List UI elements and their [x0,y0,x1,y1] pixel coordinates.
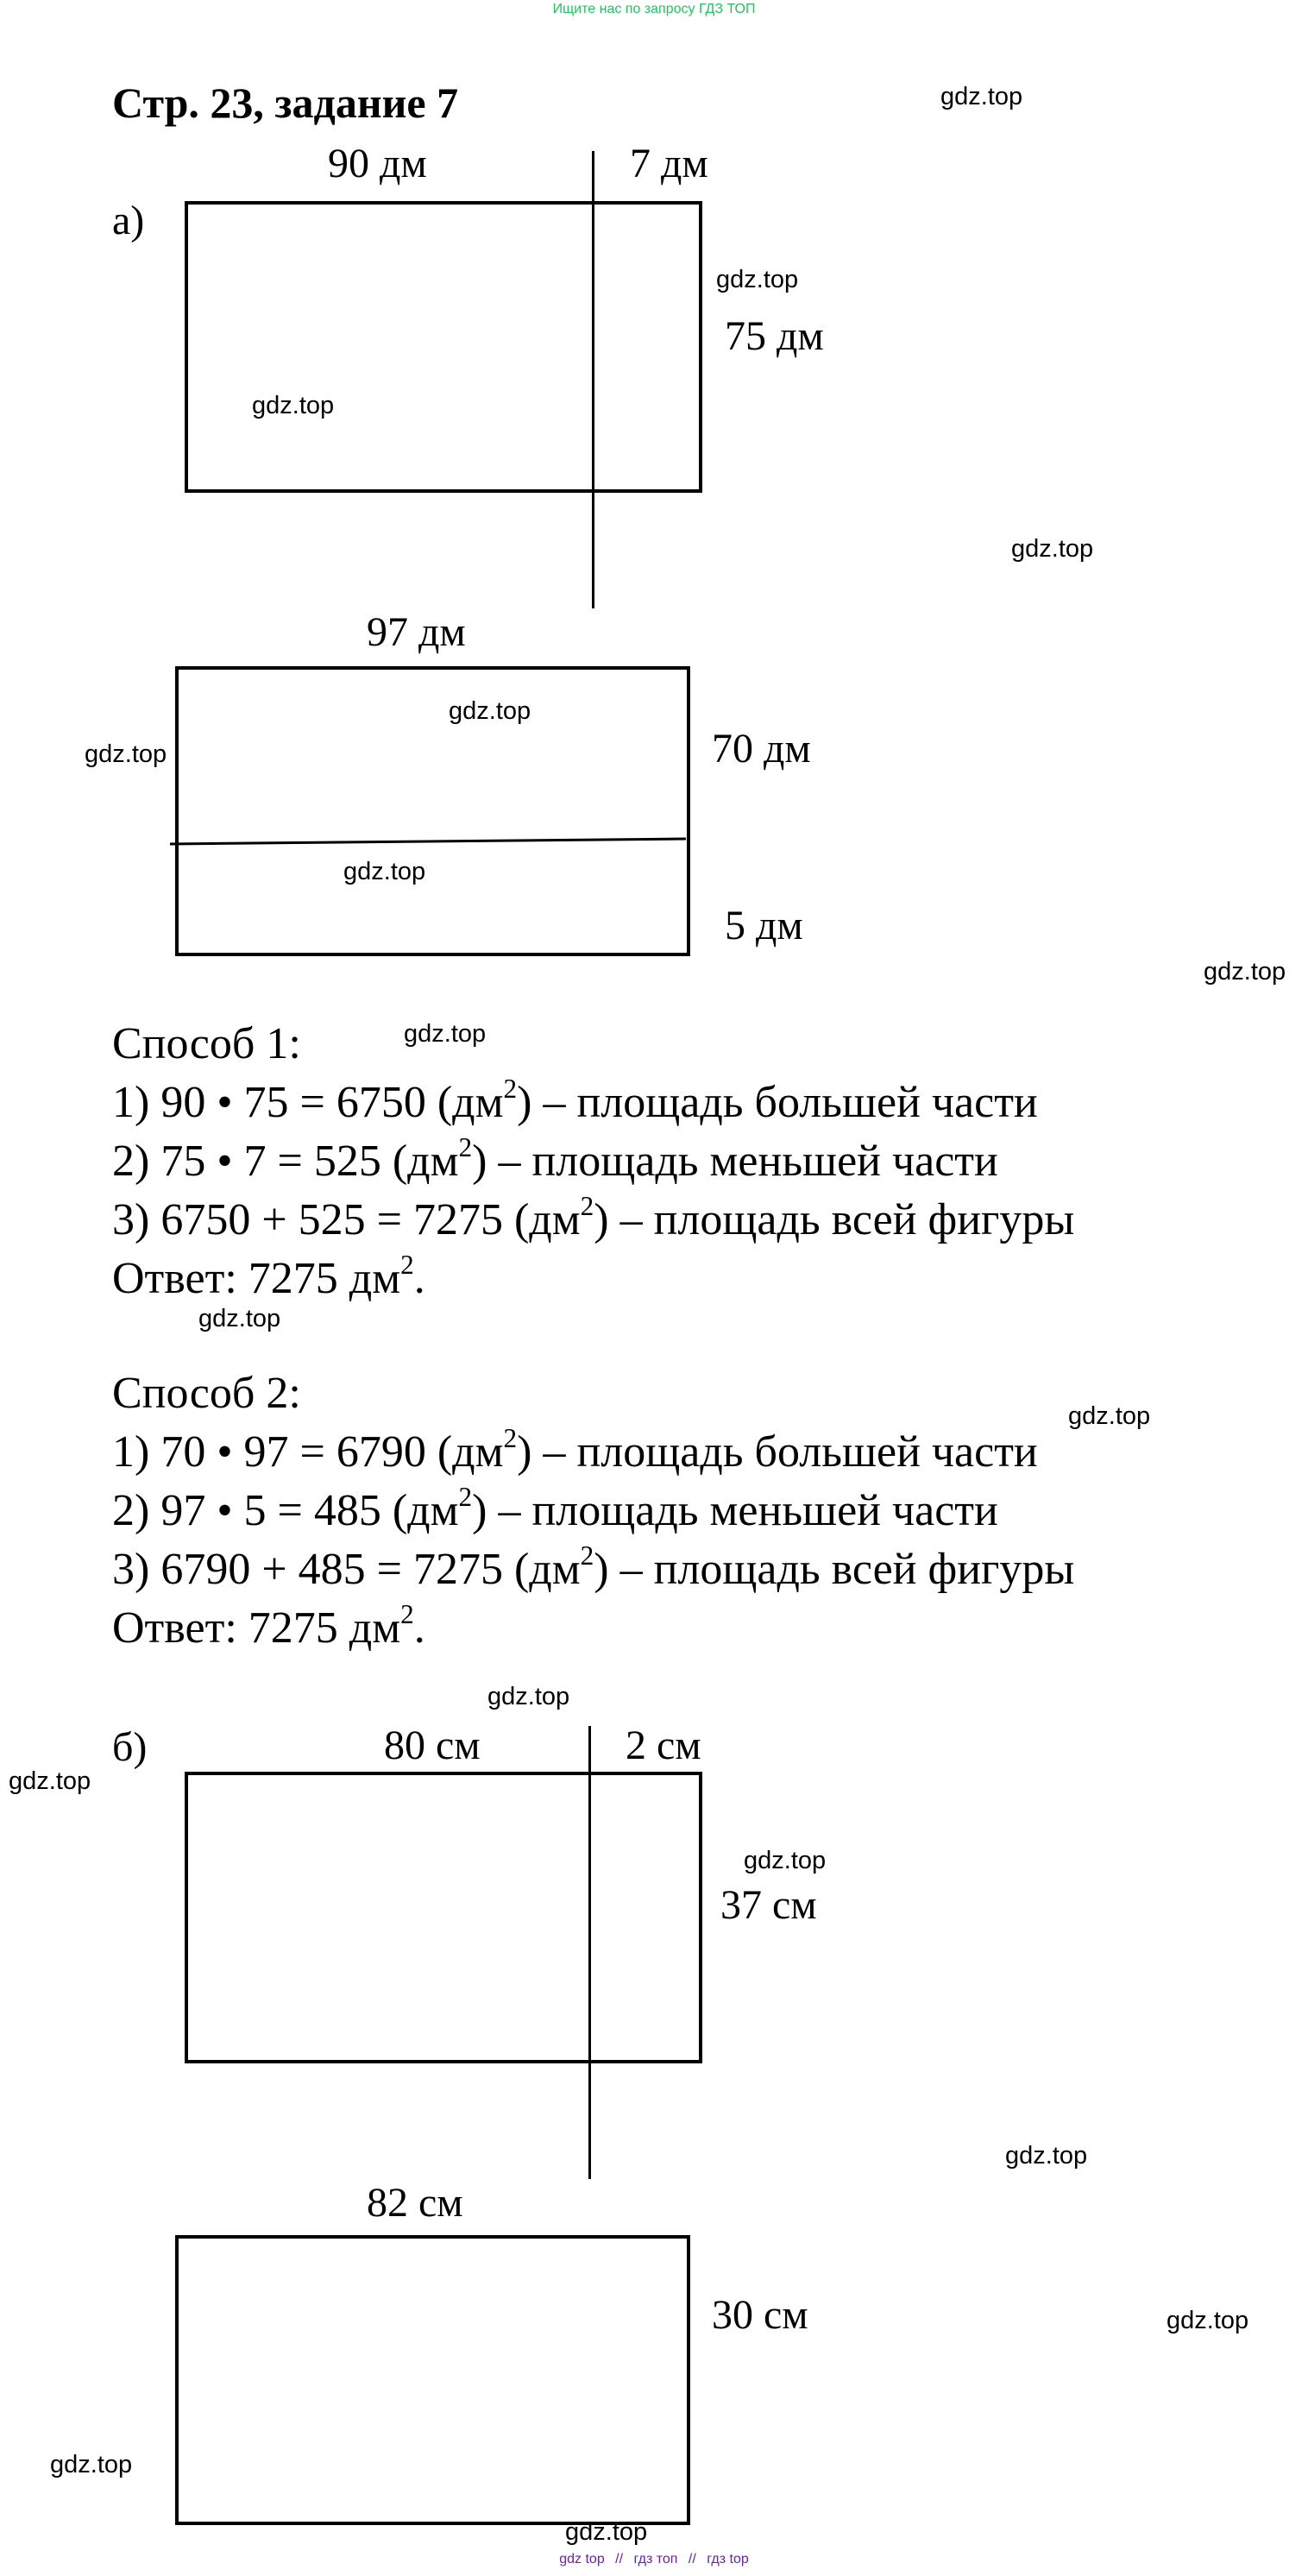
watermark: gdz.top [449,697,531,725]
top-banner: Ищите нас по запросу ГДЗ ТОП [552,2,756,16]
watermark: gdz.top [565,2518,648,2546]
b-fig1-side-label: 37 см [720,1882,817,1928]
watermark: gdz.top [940,83,1023,110]
a-fig1-divider [592,151,594,608]
watermark: gdz.top [1005,2142,1088,2170]
watermark: gdz.top [343,858,426,885]
watermark: gdz.top [744,1847,827,1874]
page-title: Стр. 23, задание 7 [112,79,459,127]
watermark: gdz.top [404,1020,487,1048]
watermark: gdz.top [1204,958,1286,986]
watermark: gdz.top [252,392,335,419]
footer-links [0,2552,1308,2567]
watermark: gdz.top [50,2451,133,2478]
a-fig1-side-label: 75 дм [725,313,824,359]
a-fig2-side-bottom-label: 5 дм [725,903,803,948]
b-fig1-divider [588,1726,591,2179]
watermark: gdz.top [198,1305,281,1332]
b-fig1-top-label: 80 см [384,1723,481,1768]
watermark: gdz.top [1011,535,1094,563]
method2-line-3: 3) 6790 + 485 = 7275 $(дм^2)$ – площадь всей фигуры [112,1540,1075,1594]
footer-separator: // [688,2552,696,2567]
part-a-label: а) [112,198,145,243]
method1-line-2: 2) 75 • 7 = 525 $(дм^2)$ – площадь меньшей части [112,1132,998,1186]
a-fig1-top-right-label: 7 дм [630,141,708,186]
a-fig2-divider [168,828,695,863]
watermark: gdz.top [9,1767,91,1795]
b-fig1-top-right-label: 2 см [626,1723,701,1768]
watermark: gdz.top [716,266,799,293]
a-fig2-side-top-label: 70 дм [712,726,811,772]
a-fig2-top-label: 97 дм [367,609,466,655]
footer-link[interactable]: гдз топ [633,2552,678,2567]
watermark: gdz.top [1167,2307,1249,2334]
footer-separator: // [615,2552,624,2567]
part-b-label: б) [112,1724,148,1770]
footer-link[interactable]: гдз top [707,2552,749,2567]
method2-line-2: 2) 97 • 5 = 485 $(дм^2)$ – площадь меньшей части [112,1482,998,1535]
a-fig1-rectangle [185,201,702,493]
watermark: gdz.top [487,1683,570,1710]
b-fig2-rectangle [175,2235,690,2525]
b-fig2-top-label: 82 см [367,2180,463,2226]
b-fig2-side-label: 30 см [712,2292,808,2338]
method1-line-3: 3) 6750 + 525 = 7275 $(дм^2)$ – площадь всей фигуры [112,1191,1075,1244]
a-fig2-rectangle [175,666,690,956]
method2-heading: Способ 2: [112,1369,301,1418]
watermark: gdz.top [1068,1402,1151,1430]
method2-answer: Ответ: 7275 $дм^2$. [112,1599,425,1653]
a-fig1-top-label: 90 дм [328,141,427,186]
method1-heading: Способ 1: [112,1019,301,1068]
footer-link[interactable]: gdz top [559,2552,605,2567]
method2-line-1: 1) 70 • 97 = 6790 $(дм^2)$ – площадь большей части [112,1423,1038,1477]
method1-answer: Ответ: 7275 $дм^2$. [112,1250,425,1303]
b-fig1-rectangle [185,1772,702,2063]
watermark: gdz.top [85,740,167,768]
method1-line-1: 1) 90 • 75 = 6750 $(дм^2)$ – площадь большей части [112,1074,1038,1127]
